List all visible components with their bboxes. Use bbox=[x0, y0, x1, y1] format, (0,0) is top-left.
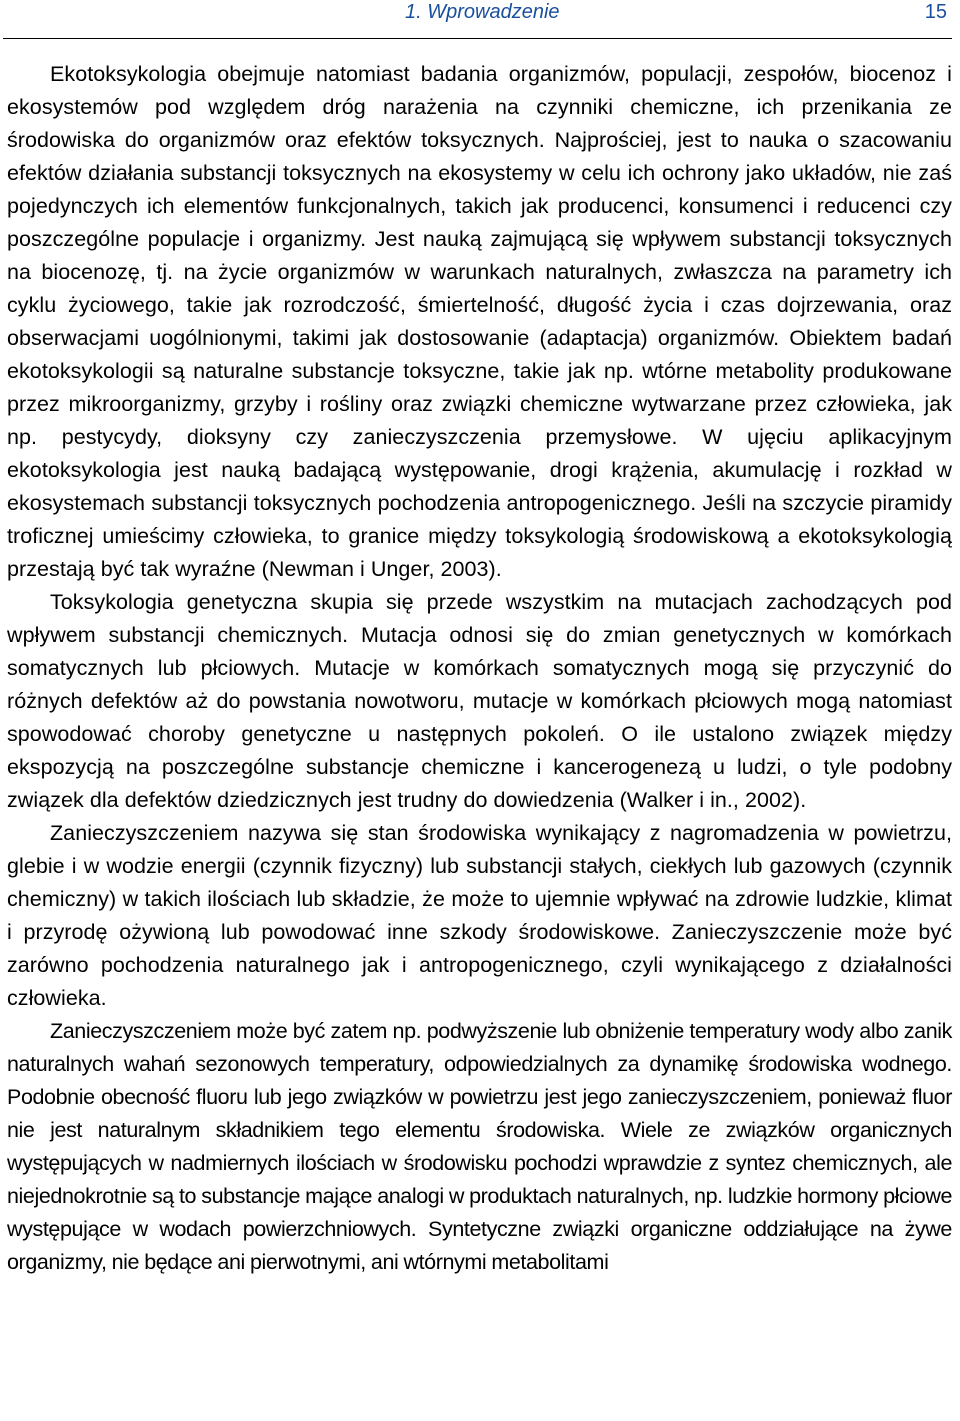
paragraph-genetic-toxicology: Toksykologia genetyczna skupia się przede wszystkim na mutacjach zachodzących pod wpływem substancji chemicznych. Mutacja odnosi się do zmian genetycznych w komórkach somatycznych lub płciowych. Mutacje w komórkach somatycznych mogą się przyczynić do różnych defektów aż do powstania nowotworu, mutacje w komórkach płciowych mogą natomiast spowodować choroby genetyczne u następnych pokoleń. O ile ustalono związek między ekspozycją na poszczególne substancje chemiczne i kancerogenezą u ludzi, o tyle podobny związek dla defektów dziedzicznych jest trudny do dowiedzenia (Walker i in., 2002). bbox=[7, 590, 952, 812]
paragraph-pollution-examples: Zanieczyszczeniem może być zatem np. podwyższenie lub obniżenie temperatury wody albo zanik naturalnych wahań sezonowych temperatury, odpowiedzialnych za dynamikę środowiska wodnego. Podobnie obecność fluoru lub jego związków w powietrzu jest jego zanieczyszczeniem, ponieważ fluor nie jest naturalnym składnikiem tego elementu środowiska. Wiele ze związków organicznych występujących w nadmiernych ilościach w środowisku pochodzi wprawdzie z syntez chemicznych, ale niejednokrotnie są to substancje mające analogi w produktach naturalnych, np. ludzkie hormony płciowe występujące w wodach powierzchniowych. Syntetyczne związki organiczne oddziałujące na żywe organizmy, nie będące ani pierwotnymi, ani wtórnymi metabolitami bbox=[7, 1019, 952, 1274]
page-number: 15 bbox=[924, 1, 947, 23]
body-text bbox=[7, 58, 952, 1279]
paragraph-ecotoxicology: Ekotoksykologia obejmuje natomiast badania organizmów, populacji, zespołów, biocenoz i ekosystemów pod względem dróg narażenia na czynniki chemiczne, ich przenikania ze środowiska do organizmów oraz efektów toksycznych. Najprościej, jest to nauka o szacowaniu efektów działania substancji toksycznych na ekosystemy w celu ich ochrony jako układów, nie zaś pojedynczych ich elementów funkcjonalnych, takich jak producenci, konsumenci i reducenci czy poszczególne populacje i organizmy. Jest nauką zajmującą się wpływem substancji toksycznych na biocenozę, tj. na życie organizmów w warunkach naturalnych, zwłaszcza na parametry ich cyklu życiowego, takie jak rozrodczość, śmiertelność, długość życia i czas dojrzewania, oraz obserwacjami uogólnionymi, takimi jak dostosowanie (adaptacja) organizmów. Obiektem badań ekotoksykologii są naturalne substancje toksyczne, takie jak np. wtórne metabolity produkowane przez mikroorganizmy, grzyby i rośliny oraz związki chemiczne wytwarzane przez człowieka, jak np. pestycydy, dioksyny czy zanieczyszczenia przemysłowe. W ujęciu aplikacyjnym ekotoksykologia jest nauką badającą występowanie, drogi krążenia, akumulację i rozkład w ekosystemach substancji toksycznych pochodzenia antropogenicznego. Jeśli na szczycie piramidy troficznej umieścimy człowieka, to granice między toksykologią środowiskową a ekotoksykologią przestają być tak wyraźne (Newman i Unger, 2003). bbox=[7, 62, 952, 581]
running-header bbox=[3, 0, 952, 39]
chapter-title: 1. Wprowadzenie bbox=[405, 1, 560, 23]
paragraph-pollution-definition: Zanieczyszczeniem nazywa się stan środowiska wynikający z nagromadzenia w powietrzu, glebie i w wodzie energii (czynnik fizyczny) lub substancji stałych, ciekłych lub gazowych (czynnik chemiczny) w takich ilościach lub składzie, że może to ujemnie wpływać na zdrowie ludzkie, klimat i przyrodę ożywioną lub powodować inne szkody środowiskowe. Zanieczyszczenie może być zarówno pochodzenia naturalnego jak i antropogenicznego, czyli wynikającego z działalności człowieka. bbox=[7, 821, 952, 1010]
